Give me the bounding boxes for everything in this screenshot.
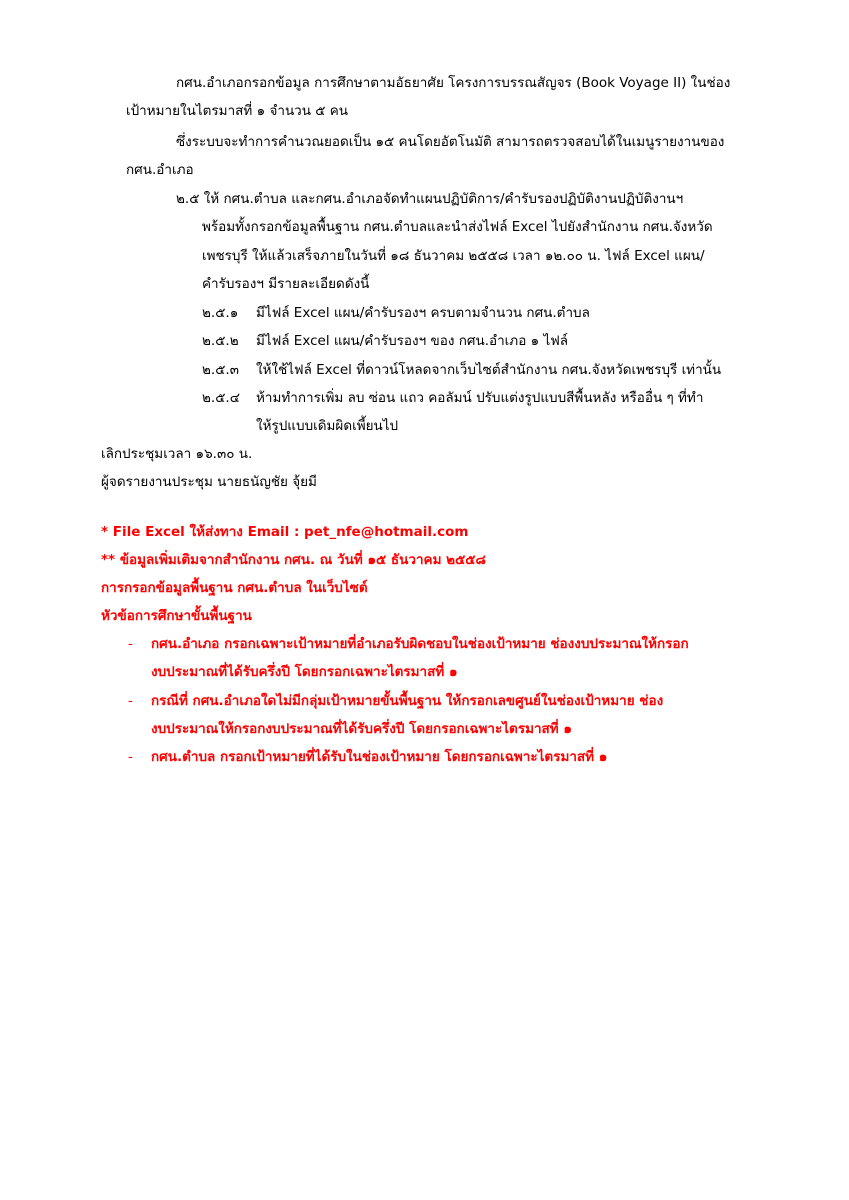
item-2-5-line-4: คำรับรองฯ มีรายละเอียดดังนี้ xyxy=(202,276,370,292)
meeting-reporter: ผู้จดรายงานประชุม นายธนัญชัย จุ้ยมี xyxy=(101,474,317,490)
sub-item-number: ๒.๕.๓ xyxy=(202,362,239,378)
sub-item-text: ให้ใช้ไฟล์ Excel ที่ดาวน์โหลดจากเว็บไซต์สำนักงาน กศน.จังหวัดเพชรบุรี เท่านั้น xyxy=(256,362,722,378)
bullet-2-line-2: งบประมาณให้กรอกงบประมาณที่ได้รับครึ่งปี โดยกรอกเฉพาะไตรมาสที่ ๑ xyxy=(151,721,572,737)
meeting-closing-time: เลิกประชุมเวลา ๑๖.๓๐ น. xyxy=(101,446,253,462)
sub-item-text-continued: ให้รูปแบบเดิมผิดเพี้ยนไป xyxy=(256,418,399,434)
sub-item-text: มีไฟล์ Excel แผน/คำรับรองฯ ครบตามจำนวน กศน.ตำบล xyxy=(256,305,590,321)
bullet-2-line-1: กรณีที่ กศน.อำเภอใดไม่มีกลุ่มเป้าหมายขั้นพื้นฐาน ให้กรอกเลขศูนย์ในช่องเป้าหมาย ช่อง xyxy=(151,693,664,709)
bullet-3-line-1: กศน.ตำบล กรอกเป้าหมายที่ได้รับในช่องเป้าหมาย โดยกรอกเฉพาะไตรมาสที่ ๑ xyxy=(151,749,608,765)
paragraph-1-line-1: กศน.อำเภอกรอกข้อมูล การศึกษาตามอัธยาศัย โครงการบรรณสัญจร (Book Voyage II) ในช่อง xyxy=(176,75,731,91)
sub-item-text: ห้ามทำการเพิ่ม ลบ ซ่อน แถว คอลัมน์ ปรับแต่งรูปแบบสีพื้นหลัง หรืออื่น ๆ ที่ทำ xyxy=(256,390,704,406)
item-2-5-line-2: พร้อมทั้งกรอกข้อมูลพื้นฐาน กศน.ตำบลและนำส่งไฟล์ Excel ไปยังสำนักงาน กศน.จังหวัด xyxy=(202,219,713,235)
sub-item-text: มีไฟล์ Excel แผน/คำรับรองฯ ของ กศน.อำเภอ ๑ ไฟล์ xyxy=(256,333,569,349)
sub-item-number: ๒.๕.๔ xyxy=(202,390,240,406)
sub-item-number: ๒.๕.๑ xyxy=(202,305,239,321)
paragraph-2-line-1: ซึ่งระบบจะทำการคำนวณยอดเป็น ๑๕ คนโดยอัตโนมัติ สามารถตรวจสอบได้ในเมนูรายงานของ xyxy=(176,134,725,150)
bullet-dash: - xyxy=(128,693,133,709)
bullet-dash: - xyxy=(128,749,133,765)
paragraph-1-line-2: เป้าหมายในไตรมาสที่ ๑ จำนวน ๕ คน xyxy=(126,103,349,119)
bullet-1-line-1: กศน.อำเภอ กรอกเฉพาะเป้าหมายที่อำเภอรับผิดชอบในช่องเป้าหมาย ช่องงบประมาณให้กรอก xyxy=(151,636,689,652)
paragraph-2-line-2: กศน.อำเภอ xyxy=(126,162,194,178)
item-2-5-line-1: ๒.๕ ให้ กศน.ตำบล และกศน.อำเภอจัดทำแผนปฏิบัติการ/คำรับรองปฏิบัติงานปฏิบัติงานฯ xyxy=(176,191,684,207)
item-2-5-line-3: เพชรบุรี ให้แล้วเสร็จภายในวันที่ ๑๘ ธันวาคม ๒๕๕๘ เวลา ๑๒.๐๐ น. ไฟล์ Excel แผน/ xyxy=(202,248,705,264)
sub-item-number: ๒.๕.๒ xyxy=(202,333,239,349)
bullet-1-line-2: งบประมาณที่ได้รับครึ่งปี โดยกรอกเฉพาะไตรมาสที่ ๑ xyxy=(151,664,458,680)
bullet-dash: - xyxy=(128,636,133,652)
email-note: * File Excel ให้ส่งทาง Email : pet_nfe@hotmail.com xyxy=(101,524,469,540)
extra-info-note: ** ข้อมูลเพิ่มเติมจากสำนักงาน กศน. ณ วันที่ ๑๕ ธันวาคม ๒๕๕๘ xyxy=(101,552,486,568)
web-entry-heading: การกรอกข้อมูลพื้นฐาน กศน.ตำบล ในเว็บไซต์ xyxy=(101,580,368,596)
basic-education-heading: หัวข้อการศึกษาขั้นพื้นฐาน xyxy=(101,608,252,624)
